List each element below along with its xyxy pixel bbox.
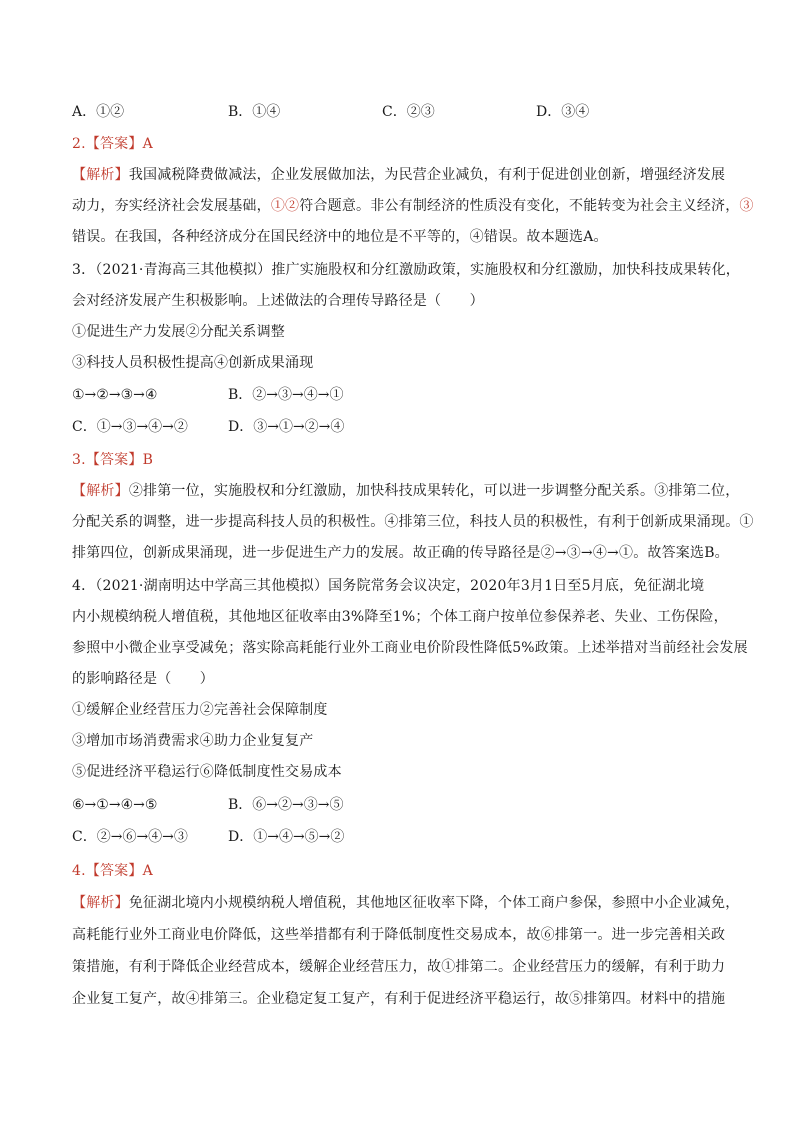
answer-tag: 【答案】 (85, 863, 143, 879)
option-c: C．①→③→④→② (72, 419, 188, 435)
analysis-text: 动力，夯实经济社会发展基础， (72, 198, 271, 214)
q4-stem-line: 参照中小微企业享受减免；落实除高耗能行业外工商业电价阶段性降低5%政策。上述举措对当前经社会发展 (72, 640, 748, 656)
q4-item: ③增加市场消费需求④助力企业复复产 (72, 733, 314, 749)
answer-tag: 【答案】 (85, 452, 143, 468)
q3-analysis-line: 分配关系的调整，进一步提高科技人员的积极性。④排第三位，科技人员的积极性，有利于创新成果涌现。① (72, 514, 754, 530)
q4-analysis-line: 企业复工复产，故④排第三。企业稳定复工复产，有利于促进经济平稳运行，故⑤排第四。材料中的措施 (72, 991, 726, 1007)
q4-stem-line: 的影响路径是（ ） (72, 671, 214, 687)
q3-item: ①促进生产力发展②分配关系调整 (72, 324, 285, 340)
analysis-tag: 【解析】 (72, 167, 129, 183)
option-d: D．①→④→⑤→② (228, 829, 345, 845)
q3-analysis-line (72, 481, 739, 501)
analysis-text: ②排第一位，实施股权和分红激励，加快科技成果转化，可以进一步调整分配关系。③排第二位， (128, 483, 740, 499)
q4-stem-line: 内小规模纳税人增值税，其他地区征收率由3%降至1%；个体工商户按单位参保养老、失业、工伤保险， (72, 609, 728, 625)
answer-number: 3. (72, 452, 86, 468)
q4-stem-line: 4．（2021·湖南明达中学高三其他模拟）国务院常务会议决定，2020年3月1日至5月底，免征湖北境 (72, 578, 705, 594)
q3-stem-line: 3．（2021·青海高三其他模拟）推广实施股权和分红激励政策，实施股权和分红激励，加快科技成果转化， (72, 262, 740, 278)
q3-stem-line: 会对经济发展产生积极影响。上述做法的合理传导路径是（ ） (72, 293, 484, 309)
option-b: B．②→③→④→① (228, 387, 344, 403)
q4-analysis-line: 策措施，有利于降低企业经营成本，缓解企业经营压力，故①排第二。企业经营压力的缓解，有利于助力 (72, 959, 726, 975)
option-a: ⑥→①→④→⑤ (72, 797, 158, 813)
analysis-text: 免征湖北境内小规模纳税人增值税，其他地区征收率下降，个体工商户参保，参照中小企业减免， (128, 895, 740, 911)
option-d: D．③④ (536, 104, 590, 120)
q4-analysis-line (72, 893, 739, 913)
analysis-highlight: ③ (739, 198, 754, 214)
analysis-tag: 【解析】 (72, 483, 129, 499)
q2-answer (72, 134, 153, 154)
answer-number: 4. (72, 863, 86, 879)
q4-item: ⑤促进经济平稳运行⑥降低制度性交易成本 (72, 764, 342, 780)
option-b: B．⑥→②→③→⑤ (228, 797, 344, 813)
answer-tag: 【答案】 (85, 136, 143, 152)
q4-answer (72, 861, 153, 881)
answer-value: A (142, 863, 153, 879)
q2-analysis-line: 错误。在我国，各种经济成分在国民经济中的地位是不平等的，④错误。故本题选A。 (72, 229, 608, 245)
analysis-highlight: ①② (270, 198, 300, 214)
analysis-text: 我国减税降费做减法，企业发展做加法，为民营企业减负，有利于促进创业创新，增强经济发展 (128, 167, 726, 183)
q3-answer (72, 450, 153, 470)
option-b: B．①④ (228, 104, 281, 120)
q2-analysis-line (72, 165, 725, 185)
analysis-text: 符合题意。非公有制经济的性质没有变化，不能转变为社会主义经济， (299, 198, 740, 214)
q3-item: ③科技人员积极性提高④创新成果涌现 (72, 355, 314, 371)
analysis-tag: 【解析】 (72, 895, 129, 911)
q4-analysis-line: 高耗能行业外工商业电价降低，这些举措都有利于降低制度性交易成本，故⑥排第一。进一步完善相关政 (72, 927, 726, 943)
q3-analysis-line: 排第四位，创新成果涌现，进一步促进生产力的发展。故正确的传导路径是②→③→④→①。故答案选B。 (72, 545, 729, 561)
answer-value: A (142, 136, 153, 152)
option-d: D．③→①→②→④ (228, 419, 345, 435)
q2-analysis-line (72, 196, 754, 216)
q4-item: ①缓解企业经营压力②完善社会保障制度 (72, 702, 328, 718)
answer-value: B (142, 452, 154, 468)
option-a: ①→②→③→④ (72, 387, 158, 403)
option-c: C．②→⑥→④→③ (72, 829, 188, 845)
option-c: C．②③ (382, 104, 435, 120)
option-a: A．①② (72, 104, 125, 120)
answer-number: 2. (72, 136, 86, 152)
